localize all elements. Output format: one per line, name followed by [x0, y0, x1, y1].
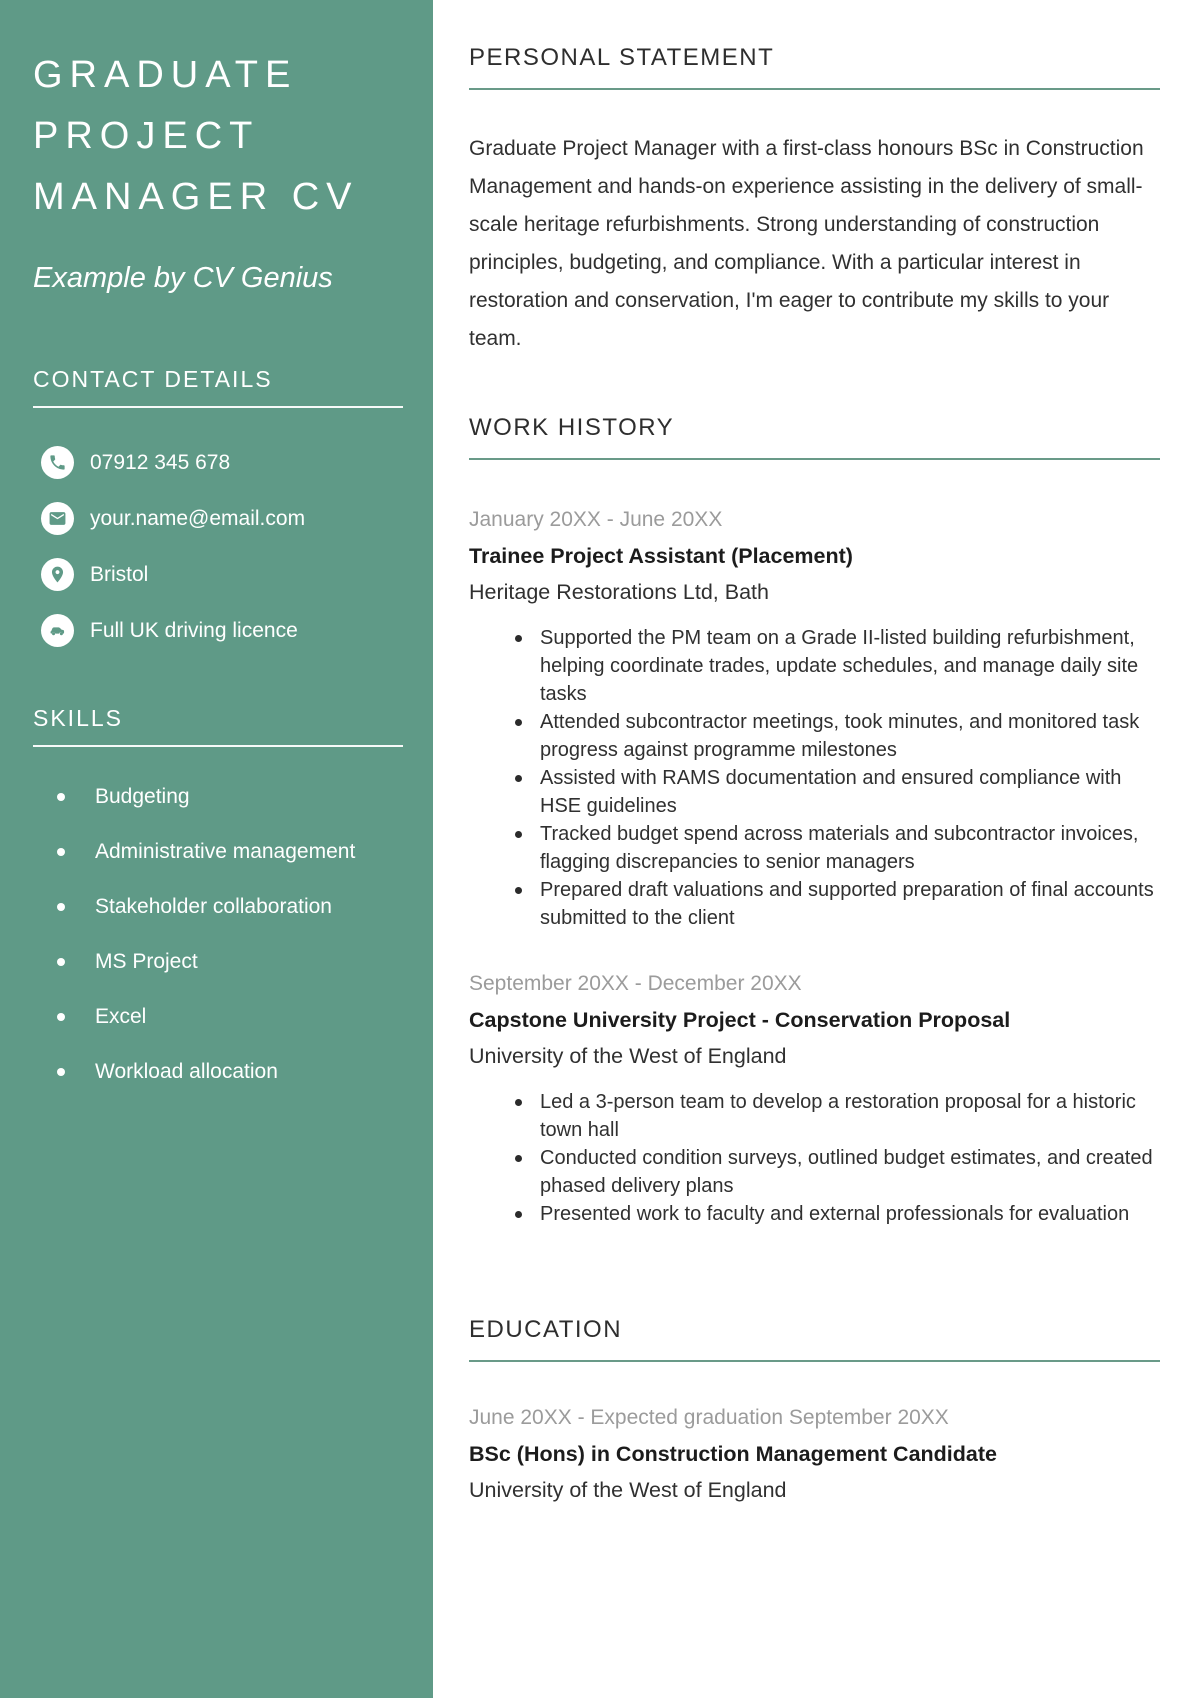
entry-company: University of the West of England — [469, 1044, 787, 1068]
work-history-heading: WORK HISTORY — [469, 415, 1160, 460]
education-heading: EDUCATION — [469, 1317, 1160, 1362]
contact-heading-rule — [33, 406, 403, 408]
skill-item: Excel — [33, 1003, 403, 1031]
skills-heading-rule — [33, 745, 403, 747]
bullet-item: Conducted condition surveys, outlined budget estimates, and created phased delivery plans — [515, 1144, 1160, 1200]
contact-item-location — [41, 558, 403, 591]
skills-heading: SKILLS — [33, 705, 123, 731]
personal-statement-heading: PERSONAL STATEMENT — [469, 45, 1160, 90]
skill-item: MS Project — [33, 948, 403, 976]
work-history-entry — [469, 966, 1160, 1228]
entry-job-title: Capstone University Project - Conservation Proposal — [469, 1008, 1011, 1032]
personal-statement-text: Graduate Project Manager with a first-class honours BSc in Construction Management and hands-on experience assisting in the delivery of small-scale heritage refurbishments. Strong understanding of construction principles, budgeting, and compliance. With a particular interest in restoration and conservation, I'm eager to contribute my skills to your team. — [469, 137, 1144, 350]
bullet-item: Attended subcontractor meetings, took minutes, and monitored task progress against programme milestones — [515, 708, 1160, 764]
education-section — [469, 1317, 1160, 1508]
main-column — [433, 0, 1200, 1508]
skill-item: Workload allocation — [33, 1058, 403, 1086]
contact-email-value: your.name@email.com — [90, 506, 306, 530]
entry-dates: January 20XX - June 20XX — [469, 508, 723, 531]
skill-item: Stakeholder collaboration — [33, 893, 403, 921]
bullet-item: Assisted with RAMS documentation and ensured compliance with HSE guidelines — [515, 764, 1160, 820]
contact-item-driving-licence — [41, 614, 403, 647]
contact-item-phone — [41, 446, 403, 479]
education-entry — [469, 1400, 1160, 1508]
skill-item: Administrative management — [33, 838, 403, 866]
personal-statement-section — [469, 45, 1160, 358]
entry-institution: University of the West of England — [469, 1478, 787, 1502]
contact-item-email — [41, 502, 403, 535]
bullet-item: Presented work to faculty and external professionals for evaluation — [515, 1200, 1160, 1228]
contact-phone-value: 07912 345 678 — [90, 450, 231, 474]
entry-dates: June 20XX - Expected graduation September 20XX — [469, 1406, 949, 1429]
location-icon — [41, 558, 74, 591]
bullet-item: Prepared draft valuations and supported preparation of final accounts submitted to the client — [515, 876, 1160, 932]
phone-icon — [41, 446, 74, 479]
cv-title: GRADUATE PROJECT MANAGER CV — [33, 54, 359, 218]
mail-icon — [41, 502, 74, 535]
bullet-item: Tracked budget spend across materials and subcontractor invoices, flagging discrepancies to senior managers — [515, 820, 1160, 876]
car-icon — [41, 614, 74, 647]
bullet-item: Supported the PM team on a Grade II-listed building refurbishment, helping coordinate trades, update schedules, and manage daily site tasks — [515, 624, 1160, 708]
entry-degree-title: BSc (Hons) in Construction Management Candidate — [469, 1442, 997, 1466]
entry-job-title: Trainee Project Assistant (Placement) — [469, 544, 853, 568]
entry-dates: September 20XX - December 20XX — [469, 972, 802, 995]
contact-location-value: Bristol — [90, 562, 149, 586]
work-history-entry — [469, 502, 1160, 932]
contact-driving-licence-value: Full UK driving licence — [90, 618, 298, 642]
work-history-section — [469, 415, 1160, 1228]
sidebar — [0, 0, 433, 1698]
contact-list — [33, 446, 403, 647]
entry-bullet-list — [469, 624, 1160, 932]
entry-company: Heritage Restorations Ltd, Bath — [469, 580, 769, 604]
entry-bullet-list — [469, 1088, 1160, 1228]
skill-item: Budgeting — [33, 783, 403, 811]
cv-subtitle: Example by CV Genius — [33, 262, 333, 294]
bullet-item: Led a 3-person team to develop a restoration proposal for a historic town hall — [515, 1088, 1160, 1144]
contact-details-heading: CONTACT DETAILS — [33, 366, 273, 392]
skills-list — [33, 783, 403, 1086]
